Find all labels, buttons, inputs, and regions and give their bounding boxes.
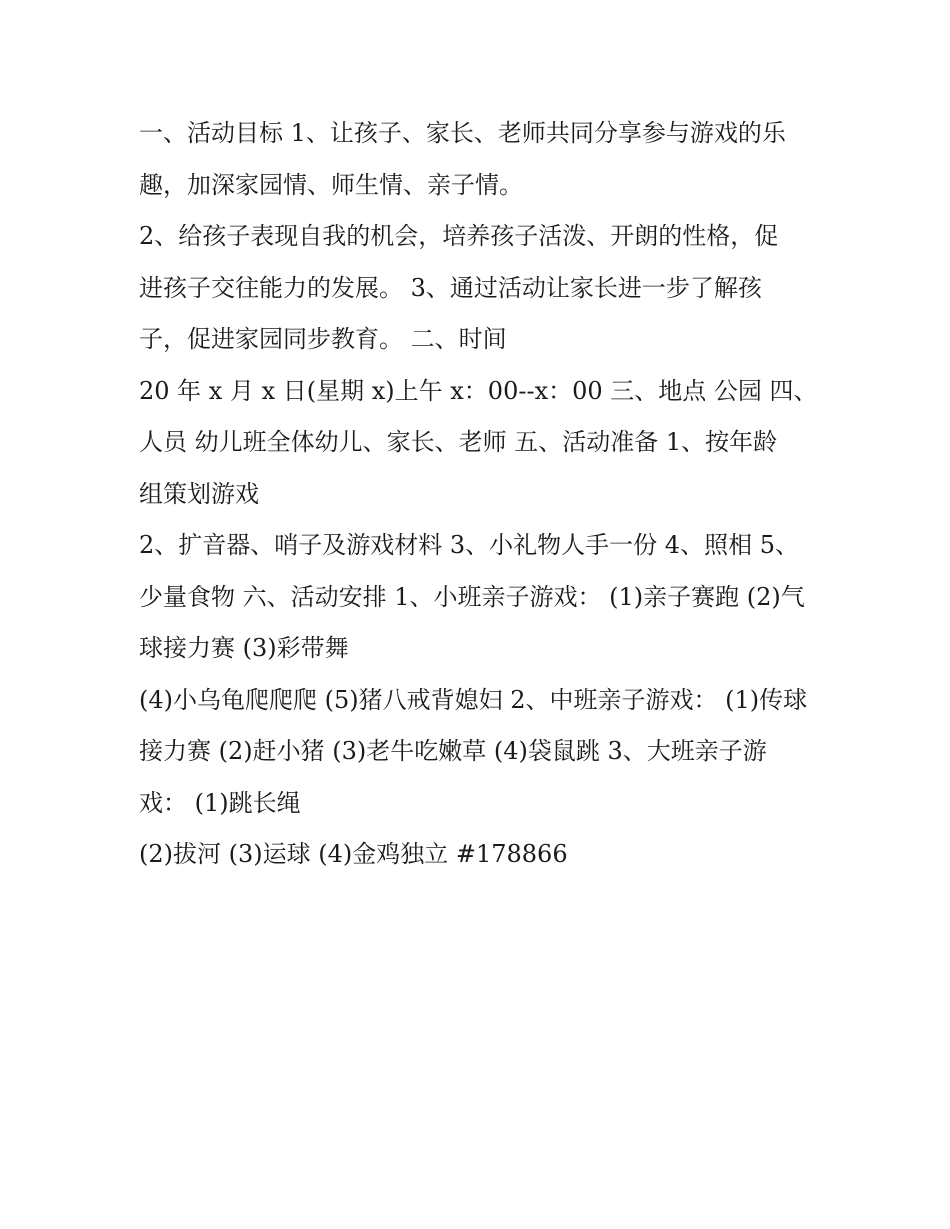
text-line: 少量食物 六、活动安排 1、小班亲子游戏： (1)亲子赛跑 (2)气 xyxy=(139,582,805,611)
text-line: 趣，加深家园情、师生情、亲子情。 xyxy=(139,170,523,199)
text-line: 球接力赛 (3)彩带舞 xyxy=(139,634,349,662)
text-line: 接力赛 (2)赶小猪 (3)老牛吃嫩草 (4)袋鼠跳 3、大班亲子游 xyxy=(139,737,767,765)
text-line: 戏： (1)跳长绳 xyxy=(139,788,301,817)
text-line: 2、给孩子表现自我的机会，培养孩子活泼、开朗的性格，促 xyxy=(139,222,779,250)
text-line: 一、活动目标 1、让孩子、家长、老师共同分享参与游戏的乐 xyxy=(139,119,786,147)
text-line: 20 年 x 月 x 日(星期 x)上午 x：00--x：00 三、地点 公园 四、 xyxy=(139,376,818,405)
text-line: 人员 幼儿班全体幼儿、家长、老师 五、活动准备 1、按年龄 xyxy=(139,428,778,456)
document-body xyxy=(139,108,819,881)
text-line: (2)拔河 (3)运球 (4)金鸡独立 #178866 xyxy=(139,840,568,868)
text-line: 组策划游戏 xyxy=(139,479,259,508)
text-line: 2、扩音器、哨子及游戏材料 3、小礼物人手一份 4、照相 5、 xyxy=(139,531,799,559)
text-line: (4)小乌龟爬爬爬 (5)猪八戒背媳妇 2、中班亲子游戏： (1)传球 xyxy=(139,685,808,714)
text-line: 进孩子交往能力的发展。 3、通过活动让家长进一步了解孩 xyxy=(139,273,762,302)
text-line: 子，促进家园同步教育。 二、时间 xyxy=(139,325,507,353)
